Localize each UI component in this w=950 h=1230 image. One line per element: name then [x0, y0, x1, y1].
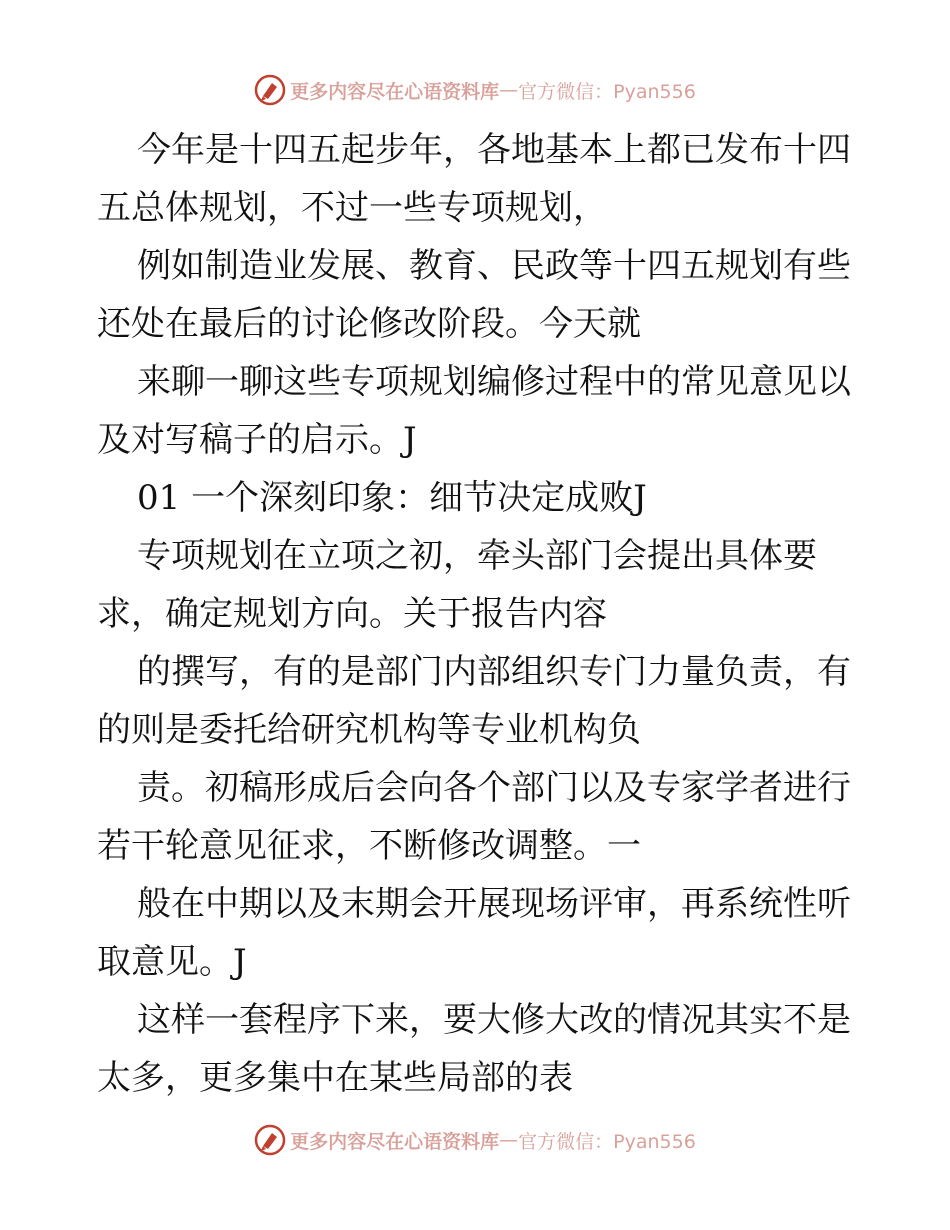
text-line: 求，确定规划方向。关于报告内容 — [97, 594, 607, 634]
text-line: 五总体规划，不过一些专项规划， — [97, 188, 607, 228]
text-line: 专项规划在立项之初，牵头部门会提出具体要 — [137, 536, 817, 576]
text-line: 来聊一聊这些专项规划编修过程中的常见意见以 — [137, 362, 851, 402]
watermark-dash: — — [499, 1129, 519, 1151]
text-line: 还处在最后的讨论修改阶段。今天就 — [97, 304, 641, 344]
text-line: 例如制造业发展、教育、民政等十四五规划有些 — [137, 246, 851, 286]
text-line: 的则是委托给研究机构等专业机构负 — [97, 710, 641, 750]
section-heading: 01 一个深刻印象：细节决定成败J — [137, 478, 647, 518]
watermark-sub-text: 官方微信：Pyan556 — [518, 1130, 696, 1153]
watermark-main-text: 更多内容尽在心语资料库 — [290, 1130, 500, 1153]
text-line: 这样一套程序下来，要大修大改的情况其实不是 — [137, 1000, 851, 1040]
text-line: 若干轮意见征求，不断修改调整。一 — [97, 826, 641, 866]
logo-icon — [254, 1124, 286, 1156]
text-line: 取意见。J — [97, 942, 247, 982]
text-line: 的撰写，有的是部门内部组织专门力量负责，有 — [137, 652, 851, 692]
watermark-footer — [0, 1120, 950, 1160]
text-line: 般在中期以及末期会开展现场评审，再系统性听 — [137, 884, 851, 924]
text-line: 太多，更多集中在某些局部的表 — [97, 1058, 573, 1098]
text-line: 责。初稿形成后会向各个部门以及专家学者进行 — [137, 768, 851, 808]
watermark-sub-text: 官方微信：Pyan556 — [518, 80, 696, 103]
watermark-header — [0, 70, 950, 110]
document-body — [97, 121, 857, 1107]
text-line: 及对写稿子的启示。J — [97, 420, 417, 460]
text-line: 今年是十四五起步年，各地基本上都已发布十四 — [137, 130, 851, 170]
watermark-dash: — — [499, 79, 519, 101]
watermark-main-text: 更多内容尽在心语资料库 — [290, 80, 500, 103]
logo-icon — [254, 74, 286, 106]
